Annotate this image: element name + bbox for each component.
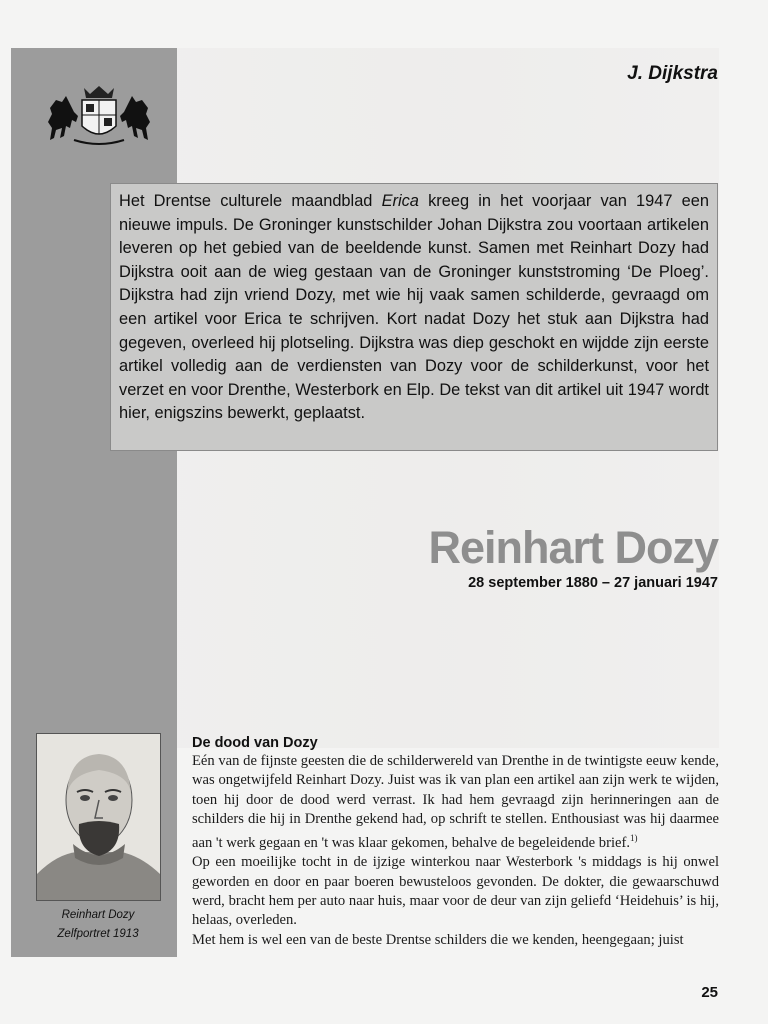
portrait-caption (20, 906, 176, 944)
intro-text-rest: kreeg in het voorjaar van 1947 een nieuwe impuls. De Groninger kunstschilder Johan Dijkstra zou voortaan artikelen leveren op het gebied van de beeldende kunst. Samen met Reinhart Dozy had Dijkstra ooit aan de wieg gestaan van de Groninger kunststroming ‘De Ploeg’. Dijkstra had zijn vriend Dozy, met wie hij vaak samen schilderde, gevraagd om een artikel voor Erica te schrijven. Kort nadat Dozy het stuk aan Dijkstra had gegeven, overleed hij plotseling. Dijkstra was diep geschokt en wijdde zijn eerste artikel volledig aan de verdiensten van Dozy voor de schilderkunst, voor het verzet en voor Drenthe, Westerbork en Elp. De tekst van dit artikel uit 1947 wordt hier, enigszins bewerkt, geplaatst. (119, 192, 710, 423)
footnote-marker: 1) (630, 833, 638, 844)
paragraph-2: Op een moeilijke tocht in de ijzige winterkou naar Westerbork 's middags is hij onwel geworden en door en paar boeren bewusteloos gevonden. De dokter, die gewaarschuwd werd, bracht hem per auto naar huis, maar voor de deur van zijn geliefd ‘Heidehuis’ is hij, helaas, overleden. (192, 854, 719, 929)
article-body (192, 752, 719, 950)
caption-name: Reinhart Dozy (61, 909, 135, 921)
article-headline: Reinhart Dozy (428, 522, 718, 573)
intro-text-start: Het Drentse culturele maandblad (119, 192, 382, 210)
life-dates: 28 september 1880 – 27 januari 1947 (468, 575, 718, 591)
intro-box (110, 183, 718, 451)
self-portrait-image (36, 733, 161, 901)
caption-subtitle: Zelfportret 1913 (57, 928, 139, 940)
coat-of-arms-icon (44, 82, 154, 148)
paragraph-1-text: Eén van de fijnste geesten die de schilderwereld van Drenthe in de twintigste eeuw kende, was ongetwijfeld Reinhart Dozy. Juist was ik van plan een artikel aan zijn werk te wijden, toen hij door de dood werd verrast. Ik had hem gevraagd zijn herinneringen aan de schilders die hij in Drenthe gekend had, op schrift te stellen. Enthousiast was hij daarmee aan 't werk gegaan en 't was klaar gekomen, behalve de begeleidende brief. (192, 753, 719, 852)
portrait-drawing (37, 734, 160, 900)
author-name: J. Dijkstra (627, 63, 718, 84)
paragraph-3: Met hem is wel een van de beste Drentse schilders die we kenden, heengegaan; juist (192, 931, 684, 948)
paragraph-1 (192, 752, 719, 853)
section-title: De dood van Dozy (192, 735, 318, 751)
page-number: 25 (701, 984, 718, 1001)
intro-italic-title: Erica (381, 192, 419, 210)
